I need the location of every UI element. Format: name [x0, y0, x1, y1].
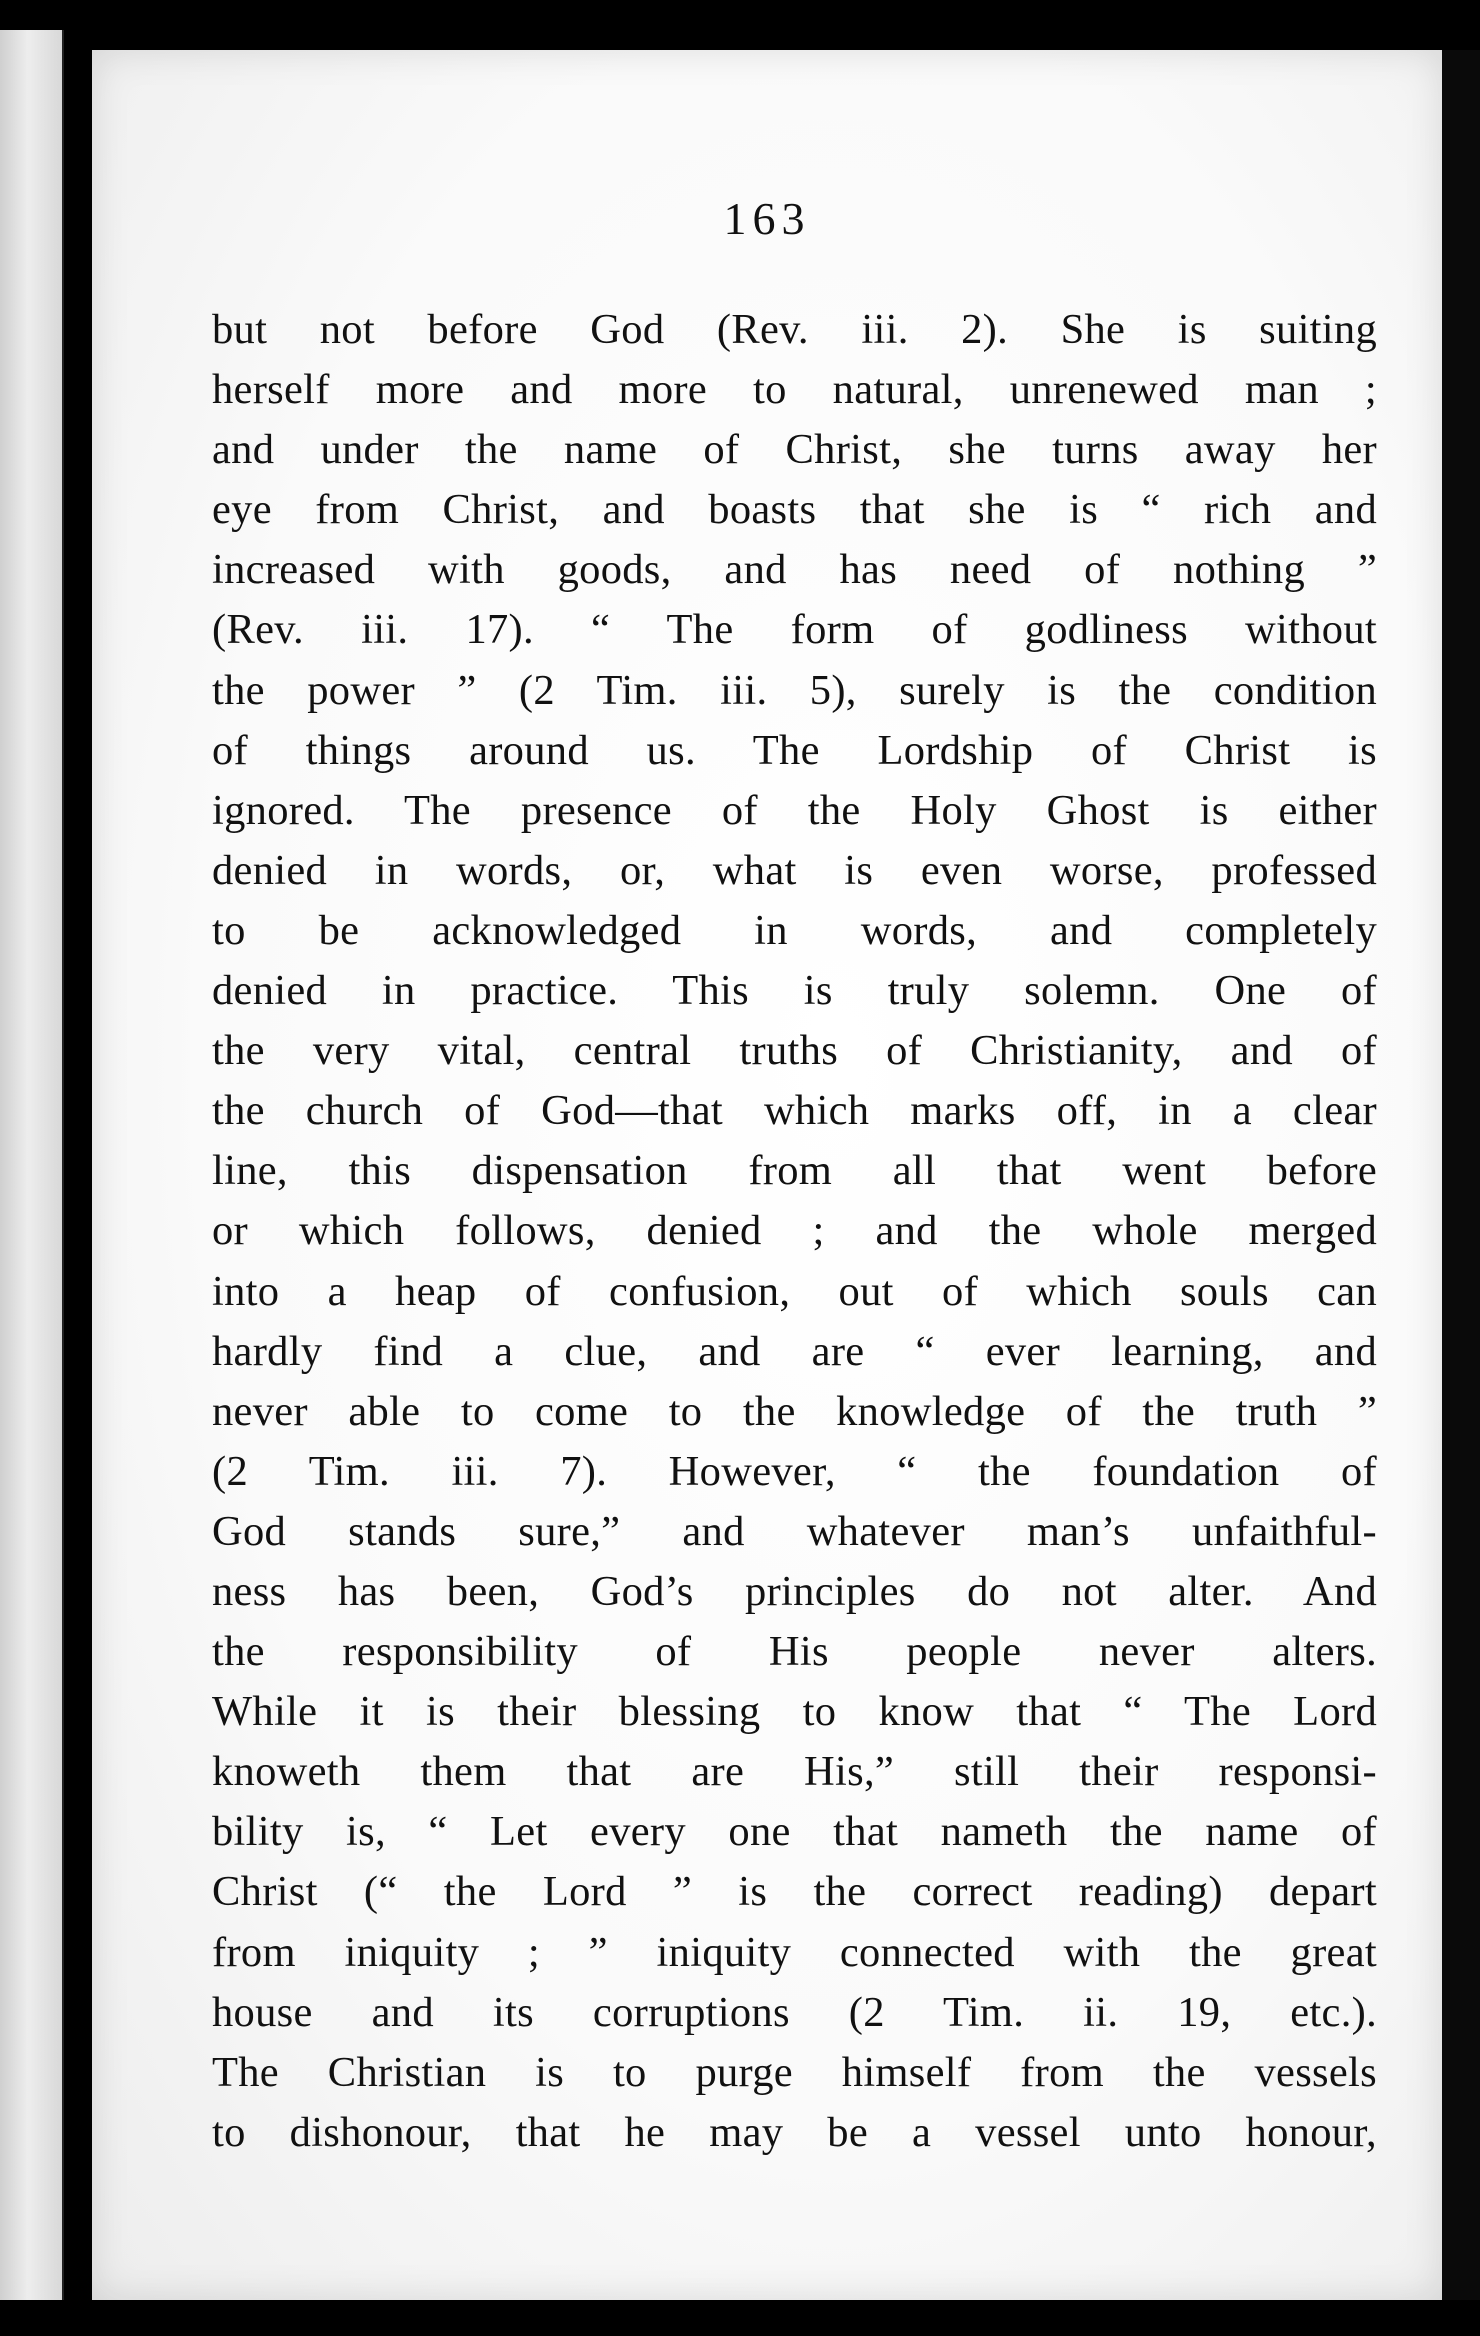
- text-line: line, this dispensation from all that went before: [212, 1147, 1377, 1195]
- text-line: denied in words, or, what is even worse, professed: [212, 846, 1377, 894]
- text-line: but not before God (Rev. iii. 2). She is suiting: [212, 306, 1377, 353]
- text-line: While it is their blessing to know that “ The Lord: [212, 1688, 1377, 1736]
- text-line: bility is, “ Let every one that nameth the name of: [212, 1808, 1377, 1856]
- text-line: ignored. The presence of the Holy Ghost is either: [212, 786, 1377, 834]
- text-line: to be acknowledged in words, and completely: [212, 906, 1377, 954]
- text-line: the church of God—that which marks off, in a clear: [212, 1087, 1377, 1135]
- text-line: to dishonour, that he may be a vessel unto honour,: [212, 2108, 1377, 2156]
- text-line: increased with goods, and has need of nothing ”: [212, 546, 1377, 594]
- text-line: denied in practice. This is truly solemn. One of: [212, 967, 1377, 1015]
- book-page: [92, 50, 1442, 2300]
- text-line: The Christian is to purge himself from the vessels: [212, 2048, 1377, 2096]
- text-line: the responsibility of His people never alters.: [212, 1628, 1377, 1676]
- scan-border: [1442, 50, 1480, 2300]
- text-line: knoweth them that are His,” still their responsi-: [212, 1748, 1377, 1796]
- text-line: of things around us. The Lordship of Christ is: [212, 726, 1377, 774]
- text-line: into a heap of confusion, out of which souls can: [212, 1267, 1377, 1315]
- text-line: (Rev. iii. 17). “ The form of godliness without: [212, 606, 1377, 654]
- text-line: God stands sure,” and whatever man’s unfaithful-: [212, 1507, 1377, 1555]
- text-line: or which follows, denied ; and the whole merged: [212, 1207, 1377, 1255]
- text-line: ness has been, God’s principles do not alter. And: [212, 1567, 1377, 1615]
- body-text: [212, 300, 1377, 2163]
- text-line: hardly find a clue, and are “ ever learning, and: [212, 1327, 1377, 1375]
- page-number: 163: [723, 193, 811, 244]
- text-line: eye from Christ, and boasts that she is “ rich and: [212, 486, 1377, 534]
- text-line: house and its corruptions (2 Tim. ii. 19, etc.).: [212, 1988, 1377, 2036]
- text-line: and under the name of Christ, she turns away her: [212, 426, 1377, 474]
- text-line: herself more and more to natural, unrenewed man ;: [212, 366, 1377, 414]
- adjacent-page-edge: [0, 30, 64, 2300]
- text-line: from iniquity ; ” iniquity connected with the great: [212, 1928, 1377, 1976]
- text-line: the very vital, central truths of Christianity, and of: [212, 1027, 1377, 1075]
- text-line: never able to come to the knowledge of the truth ”: [212, 1387, 1377, 1435]
- text-line: Christ (“ the Lord ” is the correct reading) depart: [212, 1868, 1377, 1916]
- text-line: the power ” (2 Tim. iii. 5), surely is the condition: [212, 666, 1377, 714]
- text-line: (2 Tim. iii. 7). However, “ the foundation of: [212, 1447, 1377, 1495]
